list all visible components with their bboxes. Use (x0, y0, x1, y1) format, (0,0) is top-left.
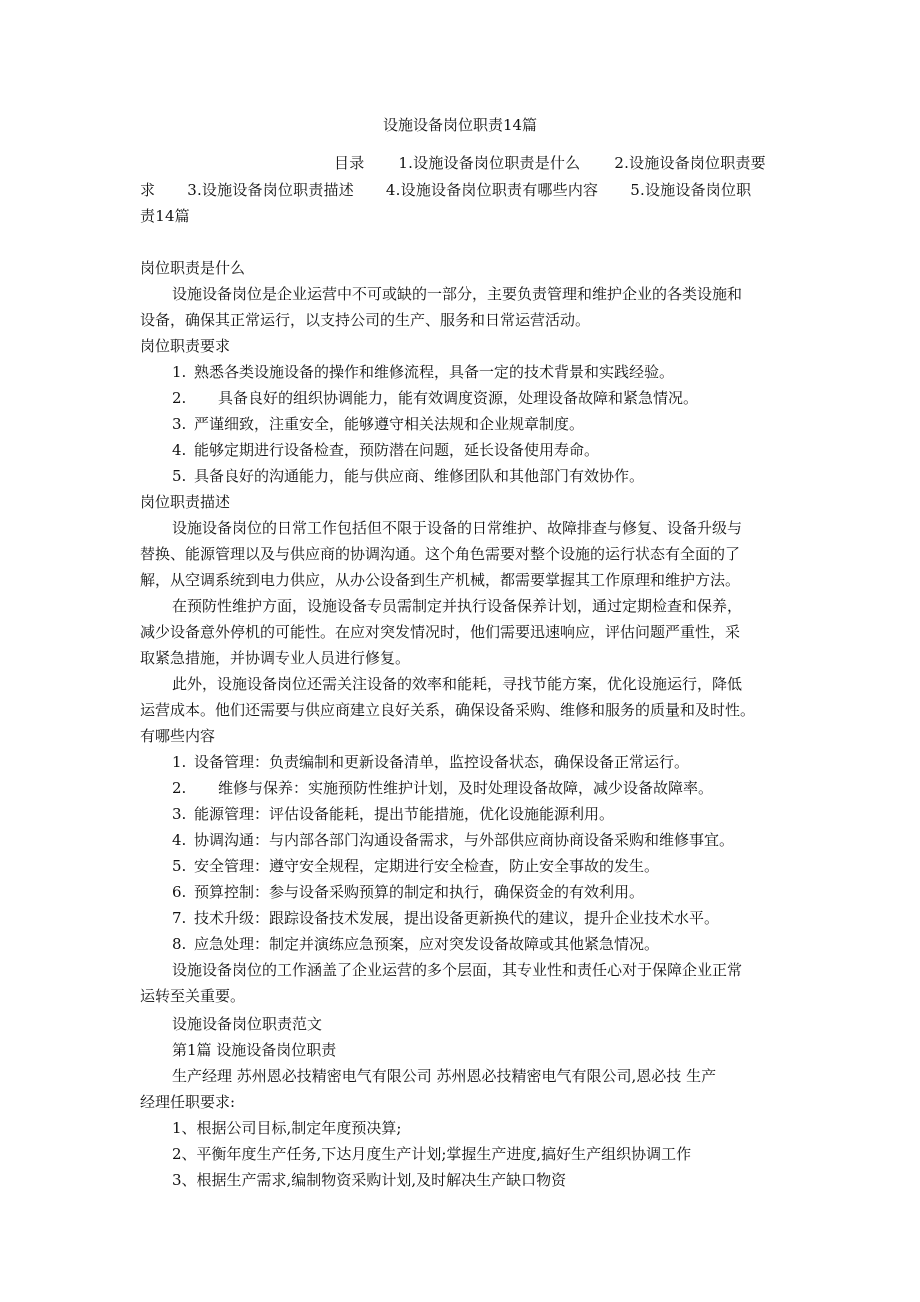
sample-intro-line-1: 生产经理 苏州恩必技精密电气有限公司 苏州恩必技精密电气有限公司,恩必技 生产 (172, 1067, 717, 1085)
list-item (172, 830, 734, 850)
toc-item-5[interactable]: 5.设施设备岗位职 (630, 181, 752, 199)
section-heading-samples: 设施设备岗位职责范文 (172, 1015, 323, 1033)
toc-item-2[interactable]: 2.设施设备岗位职责要 (614, 154, 766, 172)
list-item (172, 934, 659, 954)
list-item (172, 752, 689, 772)
list-item (172, 466, 644, 486)
list-item-number: 3. (172, 415, 187, 433)
list-item (172, 856, 659, 876)
toc-line-3 (140, 206, 190, 226)
toc-item-1[interactable]: 1.设施设备岗位职责是什么 (398, 154, 581, 172)
description-p2-line-3: 取紧急措施，并协调专业人员进行修复。 (140, 649, 411, 667)
sample-sub-heading: 第1篇 设施设备岗位职责 (172, 1041, 337, 1059)
section-heading-description: 岗位职责描述 (140, 493, 231, 511)
list-item-text: 具备良好的沟通能力，能与供应商、维修团队和其他部门有效协作。 (194, 467, 645, 485)
list-item-number: 4. (172, 831, 187, 849)
list-item: 1、根据公司目标,制定年度预决算; (172, 1119, 402, 1137)
toc-line-2 (140, 180, 751, 200)
list-item: 3、根据生产需求,编制物资采购计划,及时解决生产缺口物资 (172, 1171, 567, 1189)
list-item (172, 440, 599, 460)
list-item-number: 2. (172, 389, 187, 407)
list-item (172, 882, 644, 902)
list-item (172, 414, 584, 434)
list-item-number: 8. (172, 935, 187, 953)
section-heading-contents: 有哪些内容 (140, 727, 216, 745)
list-item-text: 技术升级：跟踪设备技术发展，提出设备更新换代的建议，提升企业技术水平。 (194, 909, 720, 927)
list-item (172, 804, 614, 824)
list-item-text: 熟悉各类设施设备的操作和维修流程，具备一定的技术背景和实践经验。 (194, 363, 675, 381)
toc-label: 目录 (334, 154, 365, 172)
list-item-number: 5. (172, 467, 187, 485)
toc-item-3[interactable]: 3.设施设备岗位职责描述 (187, 181, 354, 199)
list-item-text: 具备良好的组织协调能力，能有效调度资源，处理设备故障和紧急情况。 (218, 389, 699, 407)
list-item-number: 7. (172, 909, 187, 927)
list-item: 2、平衡年度生产任务,下达月度生产计划;掌握生产进度,搞好生产组织协调工作 (172, 1145, 692, 1163)
list-item-text: 设备管理：负责编制和更新设备清单，监控设备状态，确保设备正常运行。 (194, 753, 690, 771)
list-item-text: 协调沟通：与内部各部门沟通设备需求，与外部供应商协商设备采购和维修事宜。 (194, 831, 735, 849)
duties-para-line-2: 设备，确保其正常运行，以支持公司的生产、服务和日常运营活动。 (140, 311, 591, 329)
description-p1-line-2: 替换、能源管理以及与供应商的协调沟通。这个角色需要对整个设施的运行状态有全面的了 (140, 545, 741, 563)
list-item-text: 严谨细致，注重安全，能够遵守相关法规和企业规章制度。 (194, 415, 585, 433)
list-item-number: 3. (172, 805, 187, 823)
toc-line-1 (334, 153, 766, 173)
toc-item-4[interactable]: 4.设施设备岗位职责有哪些内容 (385, 181, 599, 199)
list-item (172, 388, 698, 408)
list-item-text: 预算控制：参与设备采购预算的制定和执行，确保资金的有效利用。 (194, 883, 645, 901)
list-item-text: 能源管理：评估设备能耗，提出节能措施，优化设施能源利用。 (194, 805, 615, 823)
list-item-text: 安全管理：遵守安全规程，定期进行安全检查，防止安全事故的发生。 (194, 857, 660, 875)
description-p1-line-3: 解，从空调系统到电力供应，从办公设备到生产机械，都需要掌握其工作原理和维护方法。 (140, 571, 741, 589)
section-heading-requirements: 岗位职责要求 (140, 337, 231, 355)
list-item-text: 能够定期进行设备检查，预防潜在问题，延长设备使用寿命。 (194, 441, 600, 459)
contents-summary-line-1: 设施设备岗位的工作涵盖了企业运营的多个层面，其专业性和责任心对于保障企业正常 (172, 961, 743, 979)
description-p2-line-1: 在预防性维护方面，设施设备专员需制定并执行设备保养计划，通过定期检查和保养， (172, 597, 743, 615)
list-item-number: 2. (172, 779, 187, 797)
list-item-number: 6. (172, 883, 187, 901)
list-item-number: 4. (172, 441, 187, 459)
list-item-number: 5. (172, 857, 187, 875)
list-item-number: 1. (172, 753, 187, 771)
contents-summary-line-2: 运转至关重要。 (140, 987, 246, 1005)
description-p3-line-1: 此外，设施设备岗位还需关注设备的效率和能耗，寻找节能方案，优化设施运行，降低 (172, 675, 743, 693)
duties-para-line-1: 设施设备岗位是企业运营中不可或缺的一部分，主要负责管理和维护企业的各类设施和 (172, 285, 743, 303)
toc-item-2-cont[interactable]: 求 (140, 181, 156, 199)
description-p1-line-1: 设施设备岗位的日常工作包括但不限于设备的日常维护、故障排查与修复、设备升级与 (172, 519, 743, 537)
list-item-text: 应急处理：制定并演练应急预案，应对突发设备故障或其他紧急情况。 (194, 935, 660, 953)
list-item (172, 778, 713, 798)
description-p3-line-2: 运营成本。他们还需要与供应商建立良好关系，确保设备采购、维修和服务的质量和及时性。 (140, 701, 756, 719)
list-item-text: 维修与保养：实施预防性维护计划，及时处理设备故障，减少设备故障率。 (218, 779, 714, 797)
document-title: 设施设备岗位职责14篇 (382, 116, 538, 134)
sample-intro-line-2: 经理任职要求: (140, 1093, 236, 1111)
list-item-number: 1. (172, 363, 187, 381)
section-heading-duties: 岗位职责是什么 (140, 259, 246, 277)
toc-item-5-cont[interactable]: 责14篇 (140, 207, 190, 225)
description-p2-line-2: 减少设备意外停机的可能性。在应对突发情况时，他们需要迅速响应，评估问题严重性，采 (140, 623, 741, 641)
list-item (172, 908, 719, 928)
list-item (172, 362, 674, 382)
